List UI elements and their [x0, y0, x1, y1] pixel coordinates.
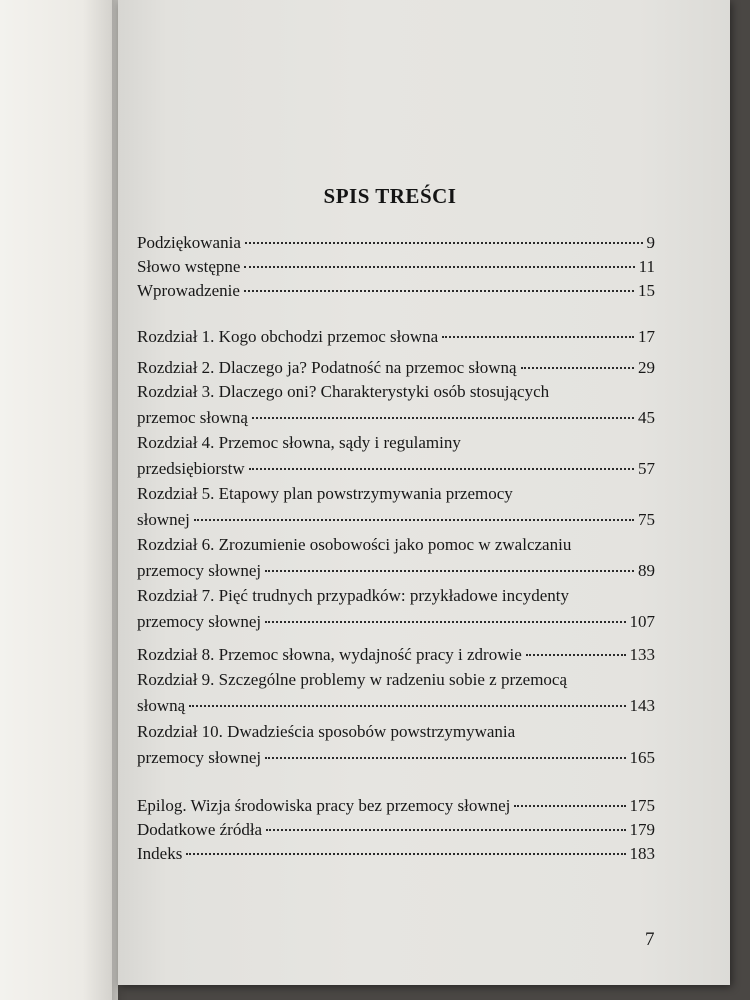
toc-entry-page: 17 [638, 327, 655, 346]
toc-entry-first-line: Rozdział 3. Dlaczego oni? Charakterystyki osób stosujących [137, 382, 550, 401]
toc-leader-dots [244, 290, 634, 292]
toc-entry-chapter-3 [137, 382, 655, 429]
toc-entry-chapter-10 [137, 722, 655, 769]
toc-entry-first-line: Rozdział 5. Etapowy plan powstrzymywania przemocy [137, 484, 513, 503]
toc-leader-dots [249, 468, 634, 470]
toc-entry-page: 75 [638, 510, 655, 529]
toc-leader-dots [266, 829, 625, 831]
toc-entry-page: 179 [629, 820, 655, 839]
toc-entry-label: przemocy słownej [137, 561, 262, 580]
page-number: 7 [645, 929, 655, 950]
toc-entry-acknowledgements [137, 230, 655, 254]
toc-leader-dots [265, 757, 625, 759]
toc-leader-dots [521, 367, 634, 369]
toc-entry-index [137, 841, 655, 865]
toc-entry-page: 89 [638, 561, 655, 580]
toc-leader-dots [189, 705, 625, 707]
toc-entry-page: 9 [646, 233, 655, 252]
toc-entry-chapter-5 [137, 484, 655, 531]
toc-entry-label: przedsiębiorstw [137, 459, 245, 478]
toc-entry-page: 143 [629, 696, 655, 715]
toc-entry-chapter-4 [137, 433, 655, 480]
toc-entry-foreword [137, 254, 655, 278]
toc-entry-label: przemoc słowną [137, 408, 248, 427]
toc-entry-page: 133 [629, 645, 655, 664]
page-title: SPIS TREŚCI [323, 184, 457, 208]
toc-entry-chapter-9 [137, 670, 655, 717]
toc-entry-page: 165 [629, 748, 655, 767]
toc-entry-first-line: Rozdział 4. Przemoc słowna, sądy i regulaminy [137, 433, 461, 452]
toc-entry-label: Dodatkowe źródła [137, 820, 263, 839]
toc-entry-chapter-2 [137, 355, 655, 379]
toc-entry-label: Wprowadzenie [137, 281, 240, 300]
toc-entry-page: 11 [638, 257, 655, 276]
toc-entry-page: 175 [629, 796, 655, 815]
toc-leader-dots [186, 853, 625, 855]
toc-entry-label: przemocy słownej [137, 612, 262, 631]
toc-entry-page: 45 [638, 408, 655, 427]
toc-entry-page: 15 [638, 281, 655, 300]
toc-entry-additional-sources [137, 817, 655, 841]
toc-entry-first-line: Rozdział 9. Szczególne problemy w radzeniu sobie z przemocą [137, 670, 568, 689]
toc-entry-first-line: Rozdział 10. Dwadzieścia sposobów powstrzymywania [137, 722, 516, 741]
toc-entry-label: Rozdział 2. Dlaczego ja? Podatność na przemoc słowną [137, 358, 517, 377]
left-page [0, 0, 118, 1000]
toc-entry-introduction [137, 278, 655, 302]
toc-entry-label: Podziękowania [137, 233, 241, 252]
toc-leader-dots [526, 654, 626, 656]
toc-entry-first-line: Rozdział 7. Pięć trudnych przypadków: przykładowe incydenty [137, 586, 569, 605]
toc-leader-dots [252, 417, 634, 419]
toc-entry-page: 57 [638, 459, 655, 478]
toc-leader-dots [245, 242, 643, 244]
toc-entry-page: 29 [638, 358, 655, 377]
toc-entry-page: 183 [629, 844, 655, 863]
toc-entry-label: przemocy słownej [137, 748, 262, 767]
toc-entry-label: słowną [137, 696, 186, 715]
toc-entry-label: Indeks [137, 844, 183, 863]
toc-leader-dots [265, 621, 625, 623]
toc-entry-chapter-8 [137, 642, 655, 666]
toc-leader-dots [244, 266, 634, 268]
toc-entry-chapter-1 [137, 324, 655, 348]
toc-entry-chapter-6 [137, 535, 655, 582]
toc-entry-epilogue [137, 793, 655, 817]
toc-entry-page: 107 [629, 612, 655, 631]
toc-entry-label: Rozdział 1. Kogo obchodzi przemoc słowna [137, 327, 439, 346]
toc-entry-label: Epilog. Wizja środowiska pracy bez przemocy słownej [137, 796, 511, 815]
toc-leader-dots [514, 805, 625, 807]
toc-entry-label: Rozdział 8. Przemoc słowna, wydajność pracy i zdrowie [137, 645, 522, 664]
toc-entry-chapter-7 [137, 586, 655, 633]
toc-entry-label: Słowo wstępne [137, 257, 241, 276]
toc-leader-dots [194, 519, 634, 521]
toc-entry-label: słownej [137, 510, 190, 529]
toc-leader-dots [265, 570, 634, 572]
toc-entry-first-line: Rozdział 6. Zrozumienie osobowości jako pomoc w zwalczaniu [137, 535, 572, 554]
toc-leader-dots [442, 336, 634, 338]
